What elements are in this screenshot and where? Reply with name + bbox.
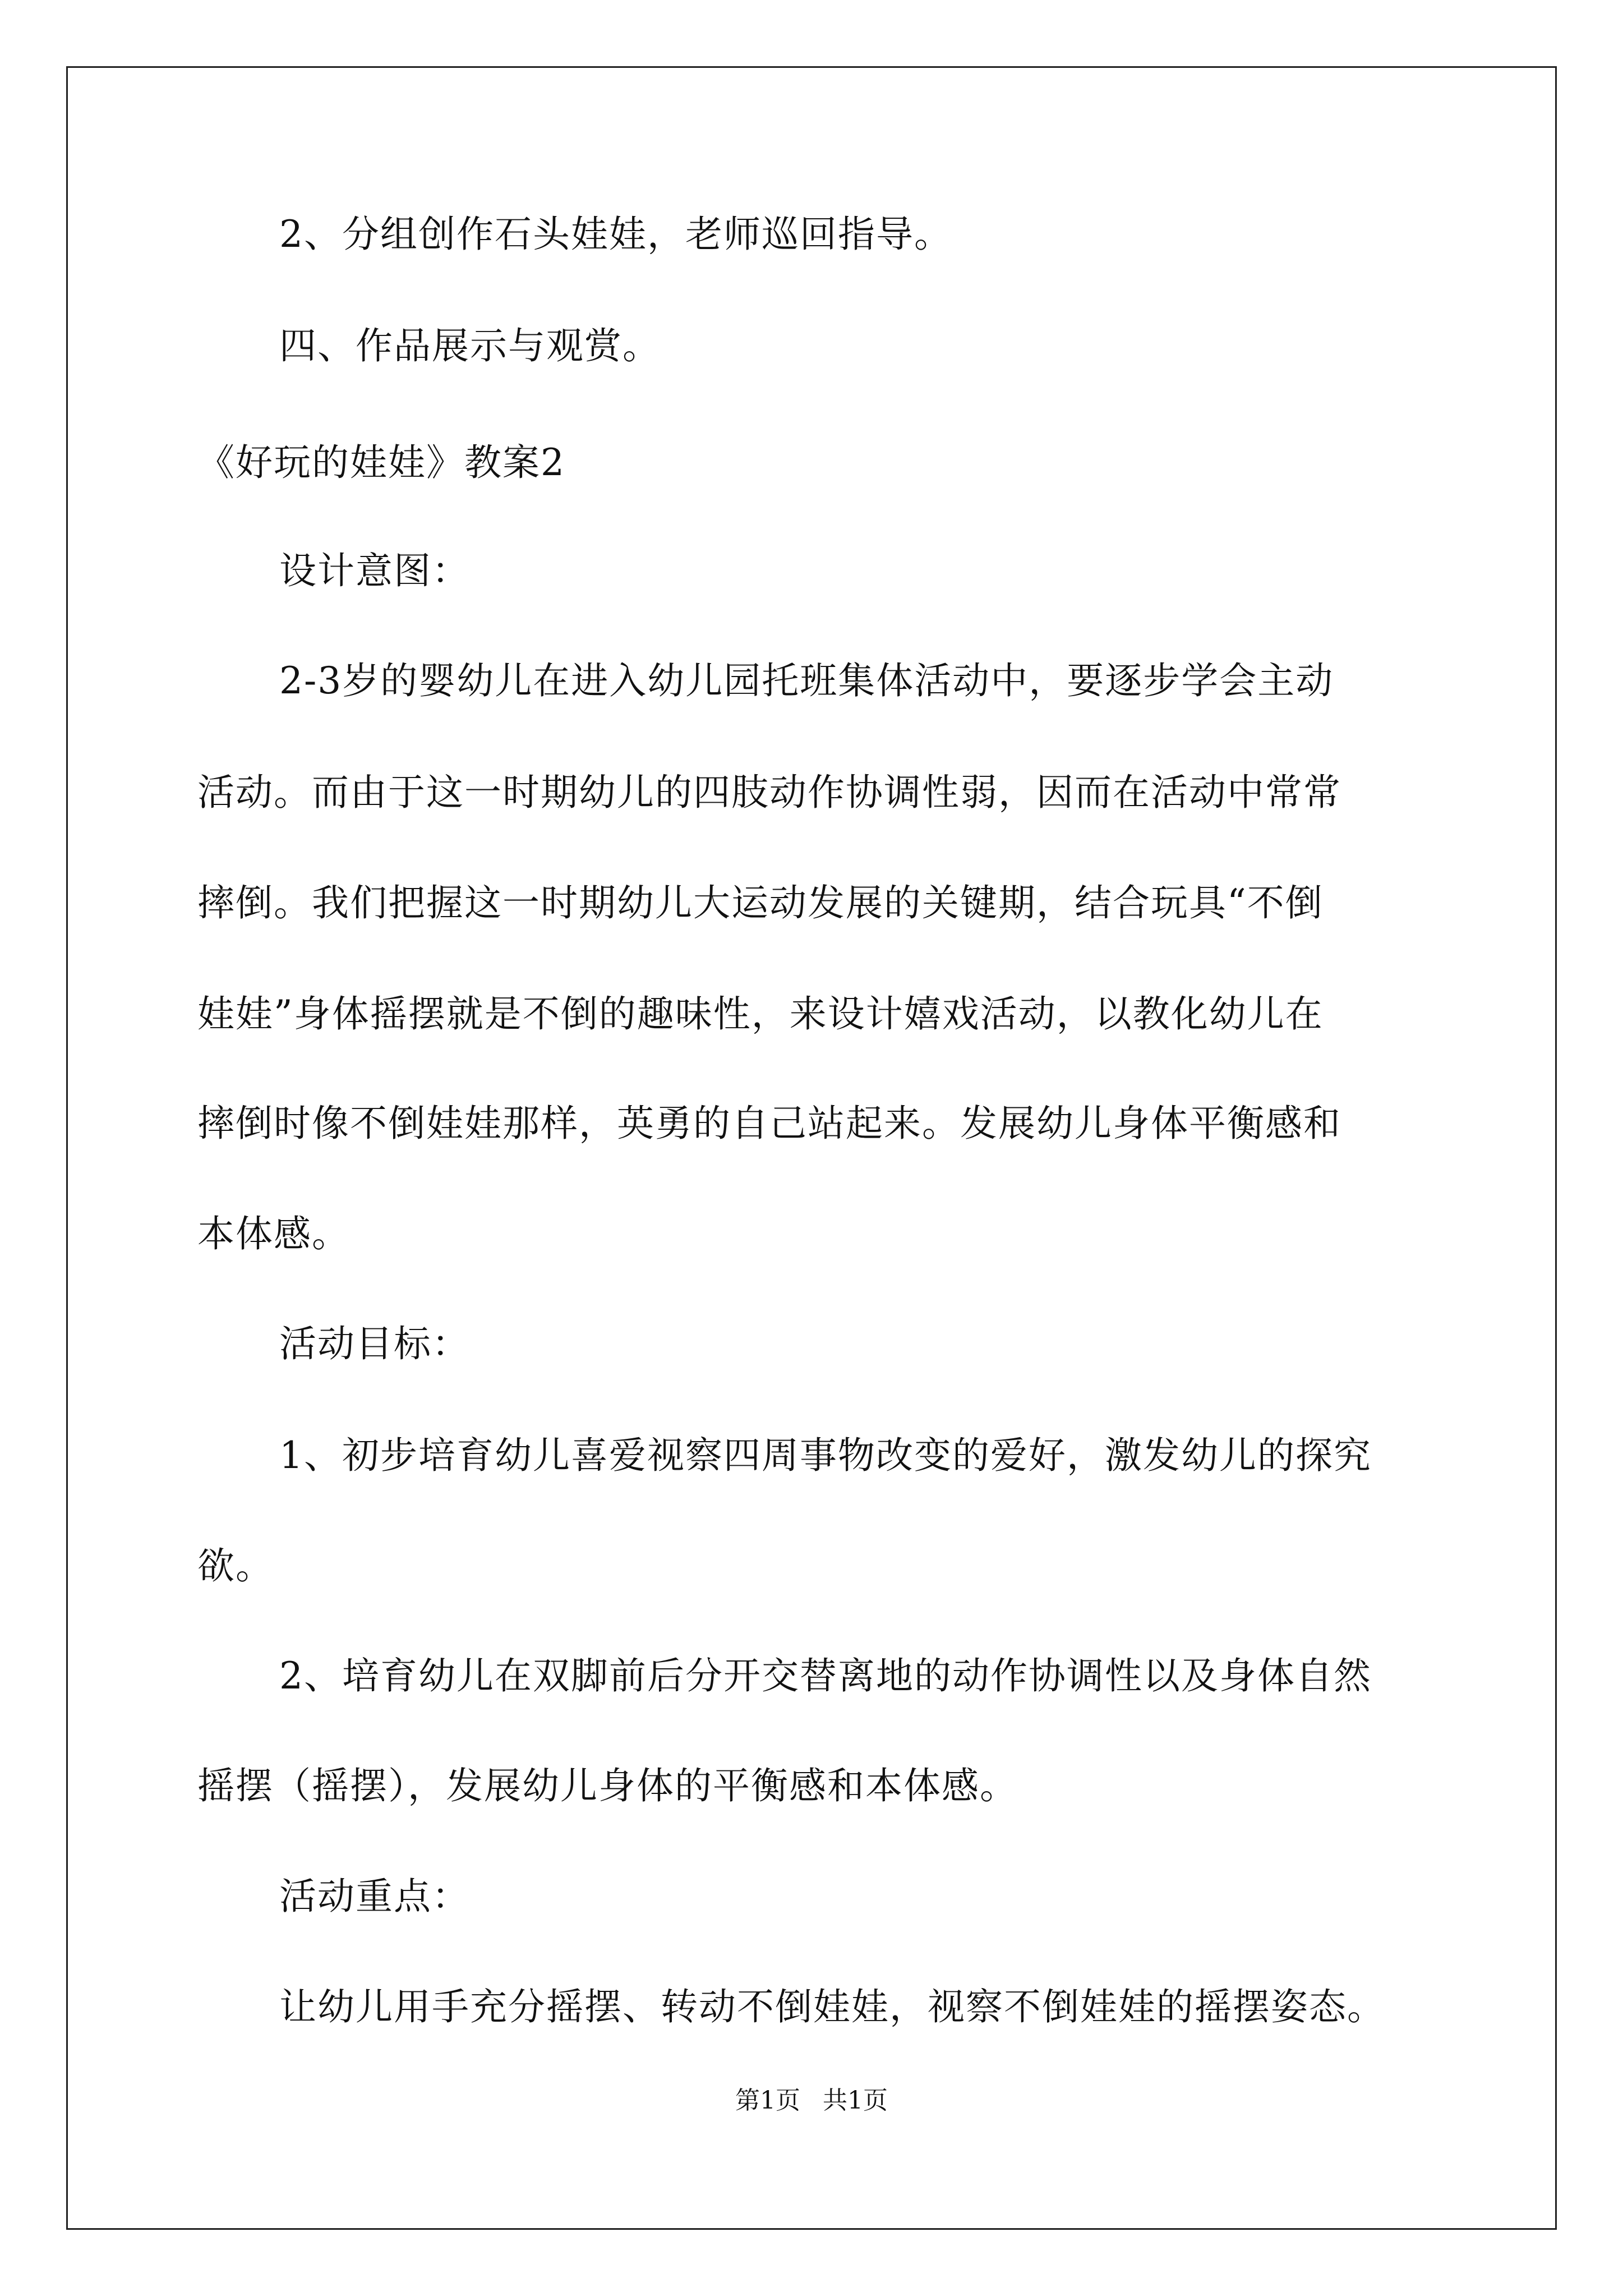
text-line-6: 活动。而由于这一时期幼儿的四肢动作协调性弱，因而在活动中常常	[197, 771, 1341, 814]
page-total: 共1页	[823, 2086, 888, 2115]
text-line-2: 四、作品展示与观赏。	[279, 324, 661, 367]
text-line-13: 欲。	[197, 1544, 274, 1588]
section-title: 《好玩的娃娃》教案2	[197, 441, 565, 484]
heading-activity-focus: 活动重点：	[279, 1875, 470, 1918]
text-line-12: 1、初步培育幼儿喜爱视察四周事物改变的爱好，激发幼儿的探究	[279, 1434, 1372, 1477]
page-footer	[0, 2084, 1623, 2118]
heading-design-intent: 设计意图：	[279, 549, 470, 592]
text-line-5: 2-3岁的婴幼儿在进入幼儿园托班集体活动中，要逐步学会主动	[279, 659, 1334, 702]
text-line-17: 让幼儿用手充分摇摆、转动不倒娃娃，视察不倒娃娃的摇摆姿态。	[279, 1985, 1385, 2028]
text-line-15: 摇摆（摇摆），发展幼儿身体的平衡感和本体感。	[197, 1764, 1018, 1807]
text-line-7: 摔倒。我们把握这一时期幼儿大运动发展的关键期，结合玩具“不倒	[197, 881, 1324, 924]
text-line-14: 2、培育幼儿在双脚前后分开交替离地的动作协调性以及身体自然	[279, 1654, 1372, 1697]
heading-activity-goals: 活动目标：	[279, 1322, 470, 1365]
page-number: 第1页	[735, 2086, 800, 2115]
text-line-1: 2、分组创作石头娃娃，老师巡回指导。	[279, 213, 952, 256]
text-line-8: 娃娃”身体摇摆就是不倒的趣味性，来设计嬉戏活动，以教化幼儿在	[197, 992, 1324, 1036]
text-line-10: 本体感。	[197, 1212, 350, 1255]
text-line-9: 摔倒时像不倒娃娃那样，英勇的自己站起来。发展幼儿身体平衡感和	[197, 1102, 1341, 1145]
